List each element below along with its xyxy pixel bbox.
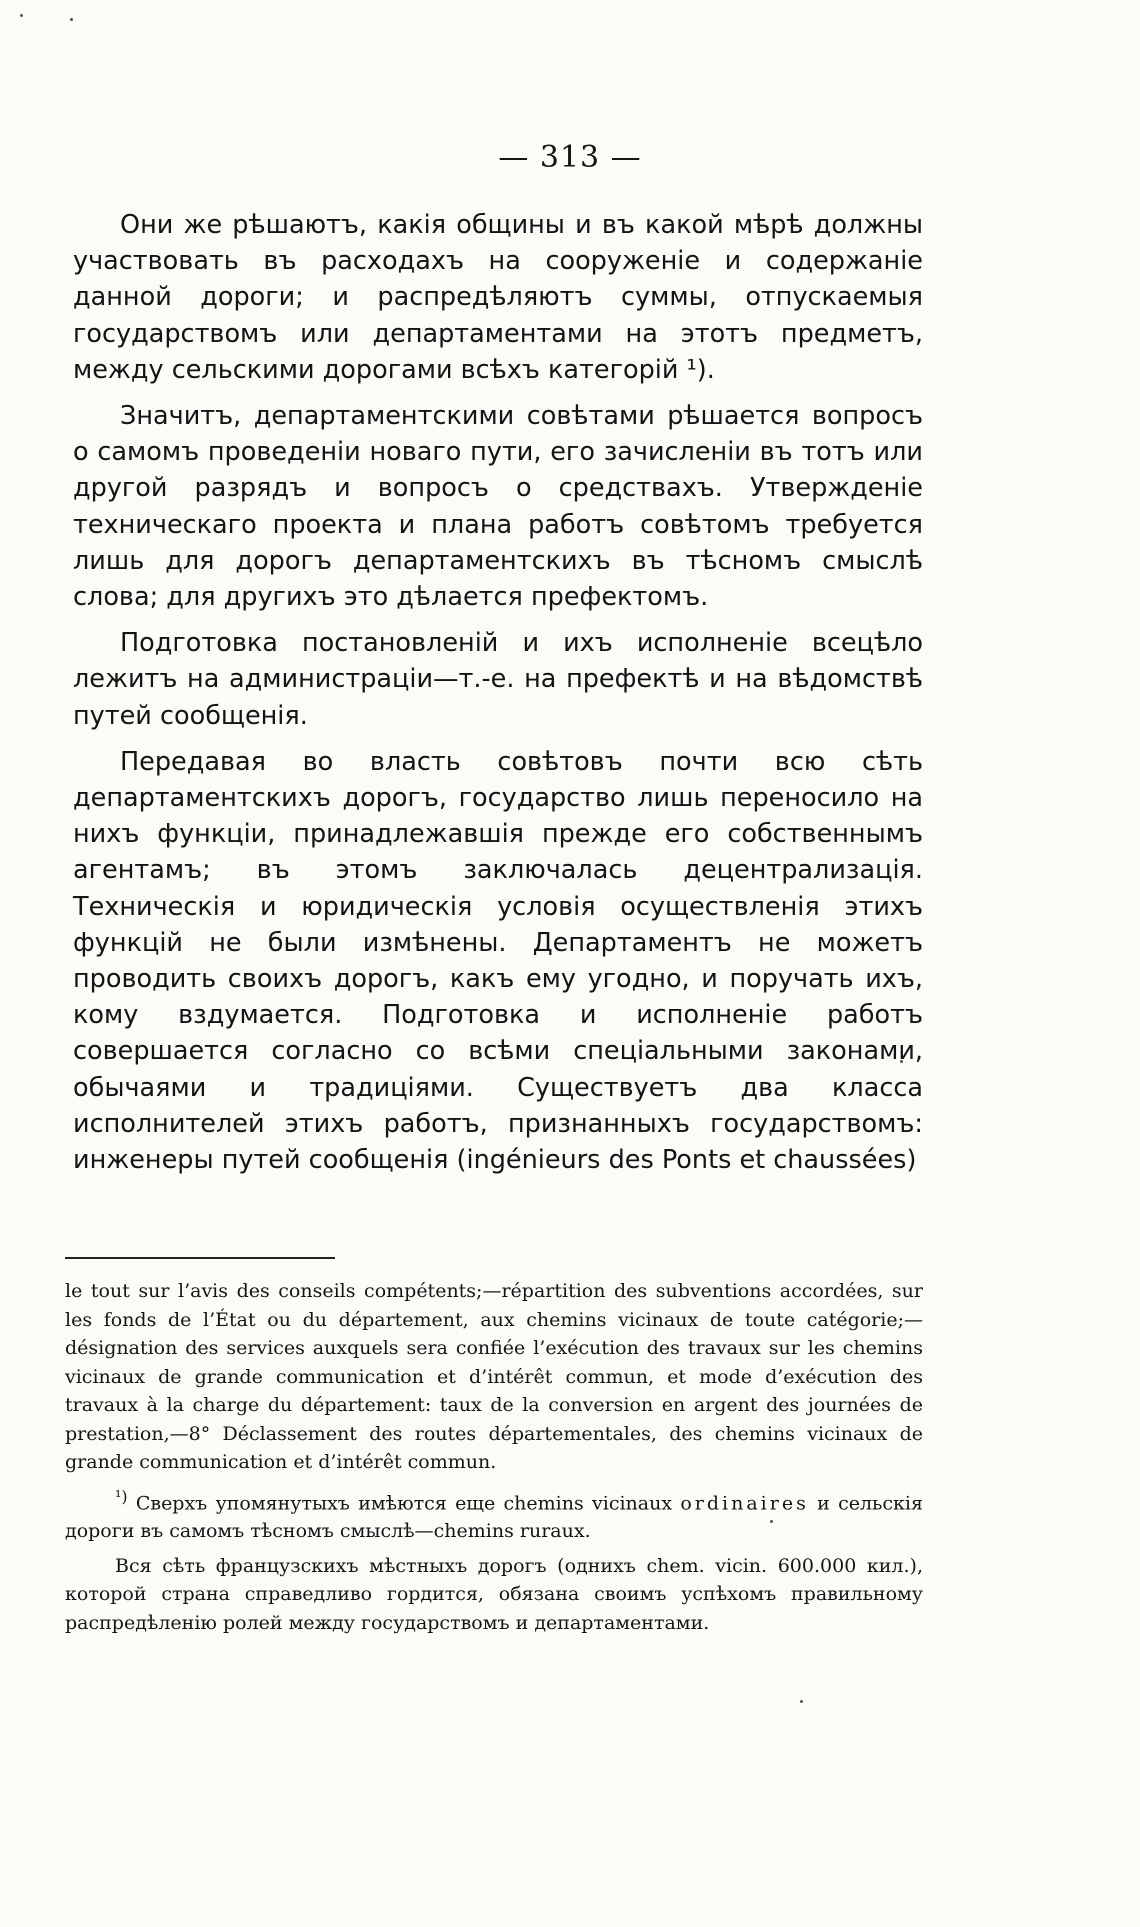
footnote-marker: ¹): [115, 1486, 128, 1506]
footnote-2: Вся сѣть французскихъ мѣстныхъ дорогъ (однихъ chem. vicin. 600.000 кил.), которой страна справедливо гордится, обязана своимъ успѣхомъ правильному распредѣленію ролей между государствомъ и департаментами.: [65, 1554, 923, 1634]
paragraph: Передавая во власть совѣтовъ почти всю сѣть департаментскихъ дорогъ, государство лишь переносило на нихъ функціи, принадлежавшія прежде его собственнымъ агентамъ; въ этомъ заключалась децентрализація. Техническія и юридическія условія осуществленія этихъ функцій не были измѣнены. Департаментъ не можетъ проводить своихъ дорогъ, какъ ему угодно, и поручать ихъ, кому вздумается. Подготовка и исполненіе работъ совершается согласно со всѣми спеціальными законами, обычаями и традиціями. Существуетъ два класса исполнителей этихъ работъ, признанныхъ государствомъ: инженеры путей сообщенія (ingénieurs des Ponts et chaussées): [73, 746, 923, 1176]
footnote-1-text-end: и сельскія дороги въ самомъ тѣсномъ смыслѣ—chemins ruraux.: [65, 1491, 923, 1543]
main-text: [73, 207, 923, 1188]
page-number: — 313 —: [498, 140, 642, 175]
footnote-divider: [65, 1257, 335, 1259]
paragraph: Значитъ, департаментскими совѣтами рѣшается вопросъ о самомъ проведеніи новаго пути, его зачисленіи въ тотъ или другой разрядъ и вопросъ о средствахъ. Утвержденіе техническаго проекта и плана работъ совѣтомъ требуется лишь для дорогъ департаментскихъ въ тѣсномъ смыслѣ слова; для другихъ это дѣлается префектомъ.: [73, 401, 923, 613]
footnote-1: [65, 1483, 923, 1546]
paragraph: Подготовка постановленій и ихъ исполненіе всецѣло лежитъ на администраціи—т.-е. на префектѣ и на вѣдомствѣ путей сообщенія.: [73, 628, 923, 731]
footnotes: [65, 1277, 923, 1643]
paragraph: Они же рѣшаютъ, какія общины и въ какой мѣрѣ должны участвовать въ расходахъ на сооруженіе и содержаніе данной дороги; и распредѣляютъ суммы, отпускаемыя государствомъ или департаментами на этотъ предметъ, между сельскими дорогами всѣхъ категорій ¹).: [73, 210, 923, 385]
footnote-1-spaced-word: ordinaires: [680, 1491, 809, 1514]
footnote-continuation: le tout sur l’avis des conseils compétents;—répartition des subventions accordées, sur les fonds de l’État ou du département, aux chemins vicinaux de toute catégorie;—désignation des services auxquels sera confiée l’exécution des travaux sur les chemins vicinaux de grande communication et d’intérêt commun, et mode d’exécution des travaux à la charge du département: taux de la conversion en argent des journées de prestation,—8° Déclassement des routes départementales, des chemins vicinaux de grande communication et d’intérêt commun.: [65, 1280, 923, 1473]
footnote-1-text: Сверхъ упомянутыхъ имѣются еще chemins vicinaux: [135, 1491, 673, 1514]
